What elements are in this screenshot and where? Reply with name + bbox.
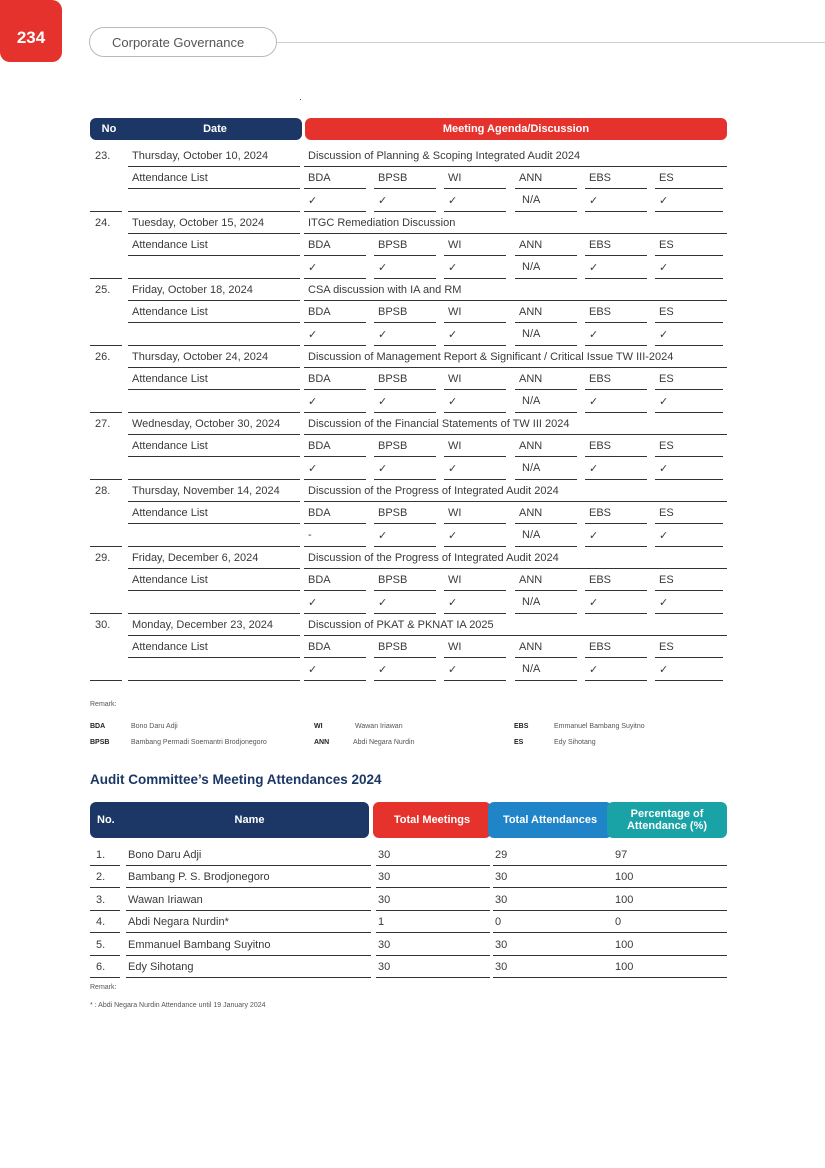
attendance-list-label: Attendance List — [132, 172, 208, 184]
meeting-agenda: Discussion of Planning & Scoping Integrated Audit 2024 — [308, 150, 581, 162]
attendance-cell-name: Edy Sihotang — [128, 961, 194, 973]
attendance-mark: ✓ — [659, 195, 669, 207]
row-rule — [444, 680, 506, 681]
attendance-mark: ✓ — [589, 396, 599, 408]
page-number: 234 — [16, 28, 46, 47]
attendance-mark: ✓ — [589, 530, 599, 542]
attendance-cell-percentage: 0 — [615, 916, 622, 929]
row-rule — [515, 322, 577, 323]
attendance-cell-attendances: 30 — [495, 938, 508, 951]
attendance-footnote: * : Abdi Negara Nurdin Attendance until 19 January 2024 — [90, 1002, 266, 1009]
legend-code: WI — [314, 723, 323, 730]
row-rule — [374, 590, 436, 591]
row-rule — [304, 456, 366, 457]
attendance-mark: ✓ — [659, 463, 669, 475]
row-rule — [585, 255, 647, 256]
row-rule — [90, 680, 122, 681]
attendance-cell-attendances: 30 — [495, 871, 508, 884]
attendance-header-name: Name — [130, 802, 369, 838]
attendance-mark: ✓ — [659, 262, 669, 274]
row-rule — [515, 523, 577, 524]
meeting-date: Thursday, November 14, 2024 — [132, 485, 280, 497]
row-rule — [126, 977, 371, 978]
attendance-cell-name: Emmanuel Bambang Suyitno — [128, 938, 271, 951]
meeting-date: Friday, December 6, 2024 — [132, 552, 259, 564]
legend-name: Bono Daru Adji — [131, 723, 178, 730]
row-rule — [128, 590, 300, 591]
row-rule — [128, 188, 300, 189]
row-rule — [374, 322, 436, 323]
attendance-mark: ✓ — [308, 463, 318, 475]
attendance-mark: ✓ — [378, 530, 388, 542]
row-rule — [304, 166, 727, 167]
attendance-mark: ✓ — [378, 664, 388, 676]
attendance-cell-name: Bambang P. S. Brodjonegoro — [128, 871, 270, 884]
attendance-list-label: Attendance List — [132, 574, 208, 586]
meeting-date: Thursday, October 24, 2024 — [132, 351, 269, 363]
meetings-header-agenda: Meeting Agenda/Discussion — [305, 118, 727, 140]
meetings-header-date: Date — [128, 118, 302, 140]
meeting-agenda: Discussion of Management Report & Significant / Critical Issue TW III-2024 — [308, 351, 674, 363]
row-rule — [304, 300, 727, 301]
attendance-mark: N/A — [522, 194, 541, 206]
attendance-cell-meetings: 30 — [378, 938, 391, 951]
row-rule — [444, 523, 506, 524]
member-code: ES — [659, 239, 674, 251]
attendance-mark: ✓ — [659, 329, 669, 341]
attendance-header-no: No. — [90, 802, 130, 838]
attendance-mark: N/A — [522, 663, 541, 675]
attendance-mark: N/A — [522, 328, 541, 340]
attendance-cell-attendances: 30 — [495, 893, 508, 906]
attendance-mark: ✓ — [448, 195, 458, 207]
meeting-agenda: CSA discussion with IA and RM — [308, 284, 462, 296]
attendance-row — [90, 911, 727, 933]
row-rule — [515, 188, 577, 189]
row-rule — [304, 367, 727, 368]
remark-title: Remark: — [90, 701, 117, 708]
member-code: WI — [448, 507, 462, 519]
meeting-number: 25. — [95, 284, 111, 296]
meeting-row — [90, 547, 727, 614]
attendance-cell-percentage: 100 — [615, 938, 634, 951]
meeting-number: 30. — [95, 619, 111, 631]
member-code: BDA — [308, 306, 331, 318]
meeting-date: Friday, October 18, 2024 — [132, 284, 253, 296]
member-code: EBS — [589, 306, 612, 318]
attendance-mark: N/A — [522, 261, 541, 273]
member-code: BPSB — [378, 239, 408, 251]
attendance-mark: ✓ — [448, 329, 458, 341]
meetings-header-no: No — [90, 118, 128, 140]
attendance-cell-no: 5. — [96, 938, 106, 951]
row-rule — [515, 657, 577, 658]
attendance-cell-percentage: 100 — [615, 961, 634, 973]
member-code: BDA — [308, 507, 331, 519]
row-rule — [128, 657, 300, 658]
row-rule — [585, 188, 647, 189]
legend-name: Abdi Negara Nurdin — [353, 739, 415, 746]
attendance-cell-meetings: 30 — [378, 961, 391, 973]
attendance-remark: Remark: — [90, 984, 117, 991]
attendance-row — [90, 956, 727, 978]
row-rule — [444, 322, 506, 323]
attendance-mark: ✓ — [378, 597, 388, 609]
row-rule — [304, 501, 727, 502]
row-rule — [585, 389, 647, 390]
legend-code: BDA — [90, 723, 106, 730]
meeting-row — [90, 145, 727, 212]
attendance-cell-percentage: 100 — [615, 871, 634, 884]
row-rule — [128, 434, 300, 435]
row-rule — [655, 389, 723, 390]
row-rule — [128, 523, 300, 524]
row-rule — [128, 367, 300, 368]
legend-abbr — [314, 739, 329, 746]
attendance-mark: N/A — [522, 529, 541, 541]
member-code: BDA — [308, 440, 331, 452]
attendance-mark: ✓ — [589, 195, 599, 207]
attendance-cell-name: Abdi Negara Nurdin* — [128, 916, 229, 929]
row-rule — [128, 635, 300, 636]
member-code: ES — [659, 172, 674, 184]
legend-name: Bambang Permadi Soemantri Brodjonegoro — [131, 739, 267, 746]
meeting-date: Thursday, October 10, 2024 — [132, 150, 269, 162]
attendance-cell-no: 3. — [96, 893, 106, 906]
row-rule — [304, 523, 366, 524]
attendance-mark: ✓ — [659, 664, 669, 676]
row-rule — [444, 590, 506, 591]
row-rule — [585, 590, 647, 591]
attendance-row — [90, 934, 727, 956]
attendance-row — [90, 866, 727, 888]
attendance-header-total-attendances: Total Attendances — [488, 802, 612, 838]
row-rule — [374, 523, 436, 524]
attendance-header-total-meetings: Total Meetings — [373, 802, 491, 838]
attendance-mark: ✓ — [589, 262, 599, 274]
row-rule — [374, 680, 436, 681]
meeting-row — [90, 212, 727, 279]
member-code: WI — [448, 239, 462, 251]
member-code: ANN — [519, 574, 543, 586]
meeting-agenda: Discussion of the Progress of Integrated Audit 2024 — [308, 552, 559, 564]
row-rule — [304, 590, 366, 591]
meeting-agenda: Discussion of PKAT & PKNAT IA 2025 — [308, 619, 494, 631]
attendance-section-title: Audit Committee’s Meeting Attendances 2024 — [90, 772, 382, 787]
row-rule — [444, 657, 506, 658]
row-rule — [515, 389, 577, 390]
attendance-list-label: Attendance List — [132, 507, 208, 519]
member-code: ANN — [519, 239, 543, 251]
row-rule — [515, 255, 577, 256]
attendance-mark: ✓ — [378, 329, 388, 341]
attendance-mark: ✓ — [448, 597, 458, 609]
attendance-cell-meetings: 30 — [378, 893, 391, 906]
page-number-badge — [0, 0, 62, 62]
member-code: ANN — [519, 172, 543, 184]
legend-name: Wawan Iriawan — [355, 723, 403, 730]
member-code: EBS — [589, 373, 612, 385]
header-divider — [277, 42, 825, 43]
row-rule — [128, 300, 300, 301]
meeting-row — [90, 279, 727, 346]
member-code: EBS — [589, 239, 612, 251]
attendance-mark: ✓ — [308, 597, 318, 609]
row-rule — [444, 255, 506, 256]
member-code: BDA — [308, 373, 331, 385]
member-code: BPSB — [378, 306, 408, 318]
attendance-cell-no: 4. — [96, 916, 106, 929]
attendance-mark: ✓ — [378, 396, 388, 408]
legend-abbr — [514, 739, 523, 746]
attendance-mark: N/A — [522, 596, 541, 608]
attendance-mark: ✓ — [589, 664, 599, 676]
row-rule — [585, 322, 647, 323]
attendance-mark: ✓ — [308, 396, 318, 408]
meeting-number: 28. — [95, 485, 111, 497]
row-rule — [304, 635, 727, 636]
meeting-row — [90, 413, 727, 480]
row-rule — [493, 977, 611, 978]
legend-code: ANN — [314, 739, 330, 746]
member-code: WI — [448, 574, 462, 586]
meeting-number: 23. — [95, 150, 111, 162]
row-rule — [515, 680, 577, 681]
row-rule — [128, 456, 300, 457]
row-rule — [655, 680, 723, 681]
attendance-mark: ✓ — [659, 396, 669, 408]
member-code: ANN — [519, 641, 543, 653]
row-rule — [128, 322, 300, 323]
row-rule — [655, 590, 723, 591]
row-rule — [655, 657, 723, 658]
meeting-row — [90, 614, 727, 681]
row-rule — [655, 322, 723, 323]
meeting-row — [90, 346, 727, 413]
row-rule — [128, 389, 300, 390]
row-rule — [655, 523, 723, 524]
row-rule — [444, 188, 506, 189]
member-code: WI — [448, 373, 462, 385]
row-rule — [304, 233, 727, 234]
member-code: BPSB — [378, 172, 408, 184]
attendance-list-label: Attendance List — [132, 373, 208, 385]
meeting-number: 26. — [95, 351, 111, 363]
member-code: ANN — [519, 373, 543, 385]
attendance-mark: ✓ — [308, 329, 318, 341]
meeting-agenda: Discussion of the Financial Statements of TW III 2024 — [308, 418, 570, 430]
row-rule — [585, 657, 647, 658]
member-code: ES — [659, 306, 674, 318]
row-rule — [304, 434, 727, 435]
member-code: WI — [448, 440, 462, 452]
attendance-row — [90, 889, 727, 911]
member-code: EBS — [589, 440, 612, 452]
row-rule — [444, 456, 506, 457]
row-rule — [128, 233, 300, 234]
section-label: Corporate Governance — [89, 27, 277, 57]
attendance-header-percentage: Percentage of Attendance (%) — [607, 802, 727, 838]
attendance-mark: ✓ — [448, 262, 458, 274]
row-rule — [304, 322, 366, 323]
member-code: EBS — [589, 507, 612, 519]
row-rule — [444, 389, 506, 390]
legend-name: Edy Sihotang — [554, 739, 596, 746]
legend-code: ES — [514, 739, 524, 746]
attendance-mark: ✓ — [448, 530, 458, 542]
row-rule — [585, 456, 647, 457]
attendance-mark: ✓ — [308, 195, 318, 207]
row-rule — [515, 590, 577, 591]
row-rule — [374, 188, 436, 189]
attendance-cell-attendances: 29 — [495, 849, 508, 861]
attendance-mark: ✓ — [308, 262, 318, 274]
row-rule — [655, 255, 723, 256]
member-code: BPSB — [378, 574, 408, 586]
member-code: BPSB — [378, 440, 408, 452]
legend-abbr — [90, 739, 109, 746]
row-rule — [585, 523, 647, 524]
row-rule — [304, 657, 366, 658]
row-rule — [376, 977, 490, 978]
attendance-mark: ✓ — [378, 195, 388, 207]
attendance-mark: ✓ — [378, 463, 388, 475]
attendance-cell-meetings: 30 — [378, 871, 391, 884]
attendance-cell-attendances: 0 — [495, 916, 502, 929]
legend-abbr — [514, 723, 528, 730]
attendance-list-label: Attendance List — [132, 440, 208, 452]
attendance-list-label: Attendance List — [132, 239, 208, 251]
row-rule — [128, 501, 300, 502]
row-rule — [515, 456, 577, 457]
meeting-number: 29. — [95, 552, 111, 564]
member-code: ES — [659, 641, 674, 653]
meeting-date: Wednesday, October 30, 2024 — [132, 418, 281, 430]
row-rule — [128, 568, 300, 569]
attendance-list-label: Attendance List — [132, 641, 208, 653]
meeting-date: Monday, December 23, 2024 — [132, 619, 274, 631]
member-code: WI — [448, 306, 462, 318]
member-code: ANN — [519, 507, 543, 519]
meeting-number: 24. — [95, 217, 111, 229]
attendance-row — [90, 844, 727, 866]
member-code: EBS — [589, 574, 612, 586]
member-code: BPSB — [378, 641, 408, 653]
attendance-cell-no: 6. — [96, 961, 106, 973]
member-code: ANN — [519, 306, 543, 318]
row-rule — [304, 680, 366, 681]
attendance-cell-no: 2. — [96, 871, 106, 884]
row-rule — [304, 255, 366, 256]
member-code: BDA — [308, 574, 331, 586]
attendance-mark: ✓ — [378, 262, 388, 274]
row-rule — [304, 188, 366, 189]
meeting-number: 27. — [95, 418, 111, 430]
row-rule — [374, 657, 436, 658]
member-code: BDA — [308, 172, 331, 184]
attendance-cell-no: 1. — [96, 849, 106, 861]
member-code: BPSB — [378, 507, 408, 519]
legend-abbr — [90, 723, 105, 730]
attendance-mark: N/A — [522, 462, 541, 474]
member-code: WI — [448, 172, 462, 184]
row-rule — [304, 389, 366, 390]
member-code: ES — [659, 574, 674, 586]
attendance-cell-name: Wawan Iriawan — [128, 893, 203, 906]
row-rule — [304, 568, 727, 569]
attendance-mark: ✓ — [659, 597, 669, 609]
attendance-mark: N/A — [522, 395, 541, 407]
attendance-mark: ✓ — [589, 463, 599, 475]
meeting-agenda: Discussion of the Progress of Integrated Audit 2024 — [308, 485, 559, 497]
attendance-mark: ✓ — [448, 463, 458, 475]
attendance-cell-attendances: 30 — [495, 961, 508, 973]
row-rule — [374, 456, 436, 457]
member-code: BDA — [308, 641, 331, 653]
member-code: WI — [448, 641, 462, 653]
row-rule — [655, 188, 723, 189]
row-rule — [128, 680, 300, 681]
attendance-mark: ✓ — [448, 664, 458, 676]
member-code: EBS — [589, 641, 612, 653]
row-rule — [90, 977, 120, 978]
attendance-cell-percentage: 100 — [615, 893, 634, 906]
attendance-list-label: Attendance List — [132, 306, 208, 318]
row-rule — [655, 456, 723, 457]
member-code: ES — [659, 507, 674, 519]
attendance-mark: ✓ — [308, 664, 318, 676]
attendance-mark: ✓ — [589, 329, 599, 341]
attendance-cell-meetings: 30 — [378, 849, 391, 861]
row-rule — [374, 389, 436, 390]
attendance-cell-percentage: 97 — [615, 849, 628, 861]
legend-name: Emmanuel Bambang Suyitno — [554, 723, 645, 730]
member-code: BPSB — [378, 373, 408, 385]
legend-code: EBS — [514, 723, 529, 730]
row-rule — [585, 680, 647, 681]
meeting-row — [90, 480, 727, 547]
attendance-mark: ✓ — [659, 530, 669, 542]
attendance-mark: - — [308, 529, 312, 541]
attendance-cell-name: Bono Daru Adji — [128, 849, 202, 861]
row-rule — [374, 255, 436, 256]
meeting-agenda: ITGC Remediation Discussion — [308, 217, 456, 229]
attendance-cell-meetings: 1 — [378, 916, 385, 929]
row-rule — [611, 977, 727, 978]
row-rule — [128, 255, 300, 256]
member-code: ES — [659, 373, 674, 385]
legend-code: BPSB — [90, 739, 110, 746]
member-code: ANN — [519, 440, 543, 452]
member-code: EBS — [589, 172, 612, 184]
member-code: ES — [659, 440, 674, 452]
row-rule — [128, 166, 300, 167]
member-code: BDA — [308, 239, 331, 251]
meeting-date: Tuesday, October 15, 2024 — [132, 217, 265, 229]
legend-abbr — [314, 723, 323, 730]
attendance-mark: ✓ — [448, 396, 458, 408]
attendance-mark: ✓ — [589, 597, 599, 609]
stray-dot — [300, 99, 301, 100]
